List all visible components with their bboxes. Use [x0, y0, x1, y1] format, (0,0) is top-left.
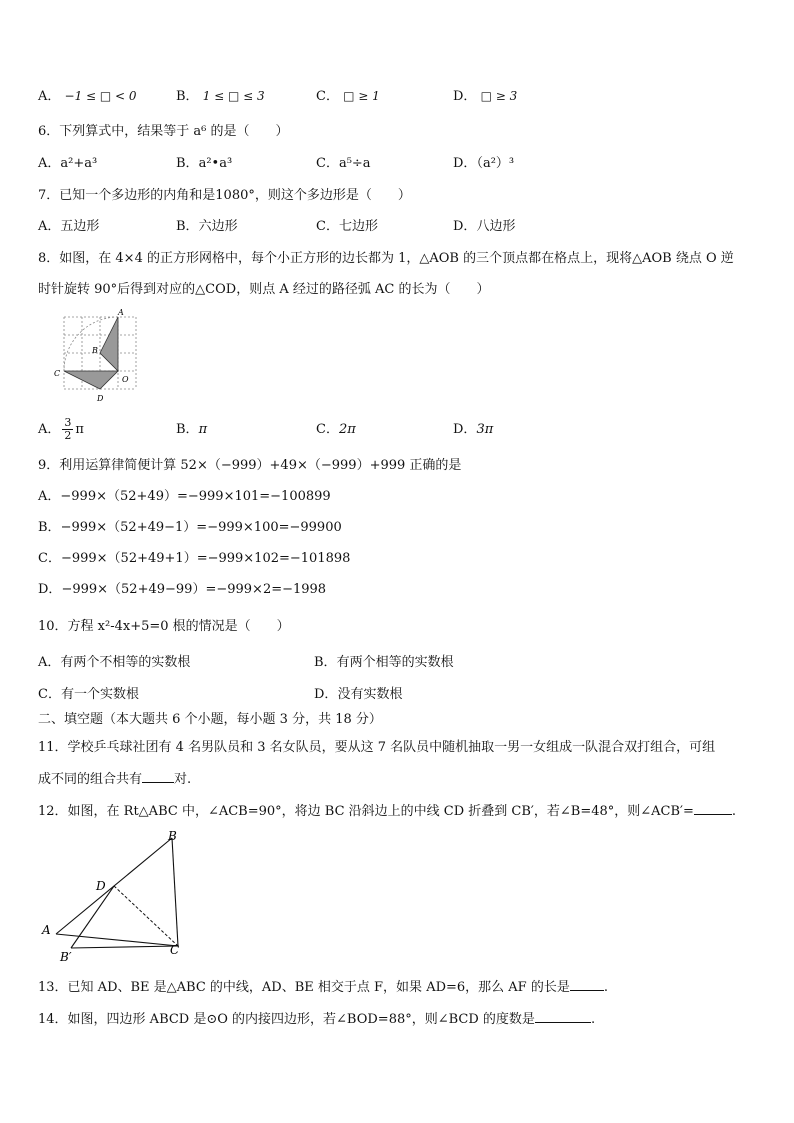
q13-stem — [38, 976, 608, 998]
q5-option-b — [176, 86, 265, 107]
q5-option-c — [316, 86, 380, 107]
q6-stem: 6．下列算式中，结果等于 a⁶ 的是（ ） — [38, 124, 289, 139]
q6-option-a — [38, 154, 97, 174]
option-label: B． — [176, 422, 199, 437]
q14-stem — [38, 1008, 595, 1030]
section-heading: 二、填空题（本大题共 6 个小题，每小题 3 分，共 18 分） — [38, 712, 382, 727]
option-label: D． — [38, 582, 62, 597]
option-label: A． — [38, 655, 61, 670]
option-text: （a²）³ — [476, 156, 515, 171]
fig12-label-c: C — [170, 943, 180, 957]
q8-stem-line2: 时针旋转 90°后得到对应的△COD，则点 A 经过的路径弧 AC 的长为（ ） — [38, 282, 490, 297]
option-label: D． — [314, 687, 338, 702]
q10-stem: 10．方程 x²-4x+5=0 根的情况是（ ） — [38, 619, 290, 634]
q9-option-b — [38, 518, 342, 538]
option-text: −1 ≤ □ < 0 — [64, 89, 137, 103]
q9-option-c — [38, 549, 350, 569]
option-label: A． — [38, 156, 61, 171]
option-label: B． — [314, 655, 337, 670]
option-text: 3π — [476, 422, 494, 437]
q10-option-b — [314, 653, 454, 673]
q12-triangle-figure — [36, 826, 196, 964]
option-label: D． — [453, 422, 477, 437]
option-text: −999×（52+49−99）=−999×2=−1998 — [61, 582, 327, 597]
option-text: □ ≥ 3 — [480, 89, 518, 103]
option-text: −999×（52+49+1）=−999×102=−101898 — [60, 551, 351, 566]
option-text: 有两个相等的实数根 — [336, 655, 454, 670]
q11-line1: 11．学校乒乓球社团有 4 名男队员和 3 名女队员，要从这 7 名队员中随机抽取一男一女组成一队混合双打组合，可组 — [38, 740, 716, 755]
option-label: C． — [316, 219, 339, 234]
q8-option-b — [176, 420, 207, 440]
q7-stem: 7．已知一个多边形的内角和是1080°，则这个多边形是（ ） — [38, 188, 411, 203]
option-label: A． — [38, 489, 61, 504]
option-label: A． — [38, 422, 61, 437]
option-text: □ ≥ 1 — [343, 89, 380, 103]
option-label: A． — [38, 219, 61, 234]
q9-option-a — [38, 487, 331, 507]
option-label: C． — [38, 687, 61, 702]
q11-line2 — [38, 768, 191, 790]
option-text: 七边形 — [338, 219, 378, 234]
q10-option-c — [38, 685, 139, 705]
q9-stem: 9．利用运算律简便计算 52×（−999）+49×（−999）+999 正确的是 — [38, 458, 462, 473]
q10-option-d — [314, 685, 402, 705]
answer-blank[interactable] — [694, 800, 732, 815]
q12-text: 12．如图，在 Rt△ABC 中，∠ACB=90°，将边 BC 沿斜边上的中线 CD 折叠到 CB′，若∠B=48°，则∠ACB′= — [38, 804, 694, 819]
fig8-label-d: D — [97, 394, 104, 403]
option-label: B． — [176, 156, 199, 171]
q9-option-d — [38, 580, 326, 600]
answer-blank[interactable] — [535, 1008, 591, 1023]
option-label: C． — [316, 156, 339, 171]
option-text: a²+a³ — [60, 156, 98, 171]
option-label: B． — [176, 219, 199, 234]
q10-option-a — [38, 653, 190, 673]
q6-option-d — [453, 154, 514, 174]
fig8-label-c: C — [54, 369, 61, 378]
fig12-label-a: A — [42, 923, 51, 937]
q7-option-d — [453, 217, 515, 237]
option-text: π — [198, 422, 208, 437]
q11-text-end: 对. — [174, 772, 192, 787]
fraction-numerator: 3 — [64, 416, 72, 429]
option-label: C． — [316, 89, 339, 104]
q14-text-end: . — [590, 1012, 596, 1027]
fig8-label-a: A — [118, 308, 124, 317]
q14-text: 14．如图，四边形 ABCD 是⊙O 的内接四边形，若∠BOD=88°，则∠BCD 的度数是 — [38, 1012, 535, 1027]
q8-grid-figure — [52, 308, 144, 406]
option-text: 八边形 — [476, 219, 516, 234]
fraction — [62, 417, 73, 442]
option-text: a⁵÷a — [338, 156, 371, 171]
q8-stem-line1: 8．如图，在 4×4 的正方形网格中，每个小正方形的边长都为 1，△AOB 的三个顶点都在格点上，现将△AOB 绕点 O 逆 — [38, 251, 734, 266]
q8-option-d — [453, 420, 493, 440]
option-text: 六边形 — [198, 219, 238, 234]
fig12-label-d: D — [96, 879, 106, 893]
option-text: 有两个不相等的实数根 — [60, 655, 191, 670]
fig8-label-b: B — [92, 346, 98, 355]
q5-option-a — [38, 86, 137, 107]
fig12-label-b-prime: B′ — [60, 950, 72, 964]
q5-option-d — [453, 86, 517, 107]
q13-text-end: . — [603, 980, 608, 995]
q8-option-c — [316, 420, 356, 440]
q13-text: 13．已知 AD、BE 是△ABC 的中线，AD、BE 相交于点 F，如果 AD=6，那么 AF 的长是 — [38, 980, 570, 995]
option-text: 没有实数根 — [337, 687, 403, 702]
q11-text: 成不同的组合共有 — [38, 772, 143, 787]
q7-option-c — [316, 217, 378, 237]
option-text: −999×（52+49−1）=−999×100=−99900 — [60, 520, 342, 535]
option-text: 有一个实数根 — [60, 687, 139, 702]
q6-option-c — [316, 154, 371, 174]
option-label: A． — [38, 89, 61, 104]
q6-option-b — [176, 154, 232, 174]
fig8-label-o: O — [122, 375, 129, 384]
option-text: a²•a³ — [198, 156, 233, 171]
q12-text-end: . — [731, 804, 737, 819]
q12-stem — [38, 800, 736, 822]
option-label: B． — [38, 520, 61, 535]
option-label: C． — [38, 551, 61, 566]
option-label: D． — [453, 156, 477, 171]
q7-option-a — [38, 217, 99, 237]
option-text: 1 ≤ □ ≤ 3 — [202, 89, 265, 103]
option-text: 五边形 — [60, 219, 100, 234]
option-text: −999×（52+49）=−999×101=−100899 — [60, 489, 331, 504]
fig12-label-b: B — [168, 829, 177, 843]
option-text: 2π — [338, 422, 356, 437]
option-label: D． — [453, 89, 477, 104]
q8-option-a — [38, 412, 84, 448]
option-label: B． — [176, 89, 199, 104]
q7-option-b — [176, 217, 238, 237]
option-label: C． — [316, 422, 339, 437]
answer-blank[interactable] — [570, 976, 604, 991]
option-label: D． — [453, 219, 477, 234]
fraction-denominator: 2 — [64, 429, 72, 442]
answer-blank[interactable] — [142, 768, 174, 783]
option-text: π — [75, 422, 84, 437]
